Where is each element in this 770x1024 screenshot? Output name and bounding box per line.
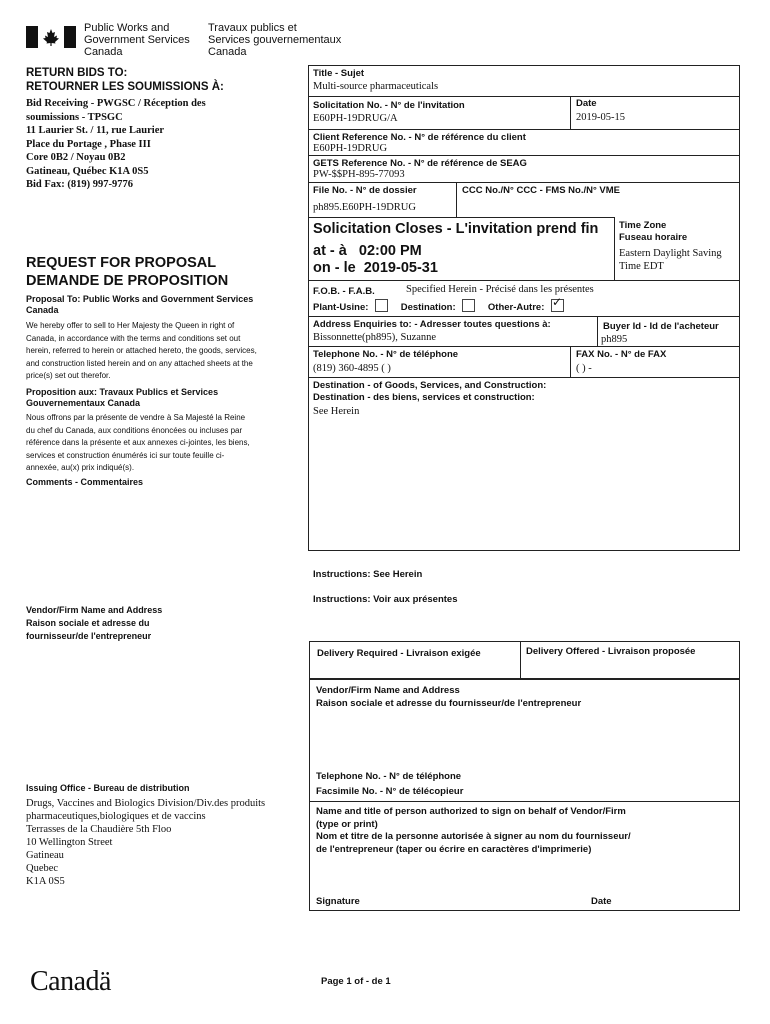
canada-flag-icon: [26, 26, 76, 48]
destination-label: Destination:: [400, 302, 456, 313]
rfp-title-fr: DEMANDE DE PROPOSITION: [26, 273, 229, 289]
vendor-box-line2: Raison sociale et adresse du fournisseur/de l'entrepreneur: [316, 698, 582, 709]
row-divider: [308, 346, 740, 347]
buyer-id-value: ph895: [601, 334, 628, 345]
vendor-left-line: Vendor/Firm Name and Address: [26, 605, 163, 615]
return-bids-title: [26, 66, 224, 94]
fob-label: F.O.B. - F.A.B.: [313, 286, 375, 297]
at-value: 02:00 PM: [358, 243, 422, 259]
proposition-label: Proposition aux: Travaux Publics et Services Gouvernementaux Canada: [26, 387, 219, 408]
closes-at: [313, 243, 422, 259]
issuing-office-address: [26, 797, 265, 888]
signature-label: Signature: [316, 896, 360, 907]
col-divider: [597, 316, 598, 346]
row-divider: [308, 155, 740, 156]
solicitation-label: Solicitation No. - N° de l'invitation: [313, 100, 465, 111]
other-label: Other-Autre:: [487, 302, 545, 313]
return-bids-line: Bid Fax: (819) 997-9776: [26, 179, 134, 190]
client-ref-label: Client Reference No. - N° de référence du client: [313, 132, 526, 143]
destination-goods-label-fr: Destination - des biens, services et construction:: [313, 392, 535, 403]
authorized-signer-line: Name and title of person authorized to sign on behalf of Vendor/Firm: [316, 806, 626, 817]
tz-label-en: Time Zone: [619, 220, 667, 231]
plant-checkbox[interactable]: [375, 299, 388, 312]
vendor-left-line: fournisseur/de l'entrepreneur: [26, 631, 152, 641]
closes-title: Solicitation Closes - L'invitation prend fin: [313, 221, 599, 237]
dept-name-fr-3: Canada: [208, 46, 247, 58]
return-bids-line: Bid Receiving - PWGSC / Réception des: [26, 98, 206, 109]
issuing-office-line: Quebec: [26, 863, 59, 874]
vendor-fax-label: Facsimile No. - N° de télécopieur: [316, 786, 464, 797]
authorized-signer-line: de l'entrepreneur (taper ou écrire en caractères d'imprimerie): [316, 843, 592, 855]
issuing-office-line: Terrasses de la Chaudière 5th Floo: [26, 824, 172, 835]
authorized-signer-label: [316, 806, 631, 856]
col-divider: [570, 346, 571, 377]
fob-value: Specified Herein - Précisé dans les présentes: [406, 284, 594, 295]
rfp-title: [26, 254, 228, 290]
fob-options: [313, 295, 564, 313]
dept-name-fr-2: Services gouvernementaux: [208, 34, 342, 46]
vendor-left-label: [26, 604, 162, 643]
vendor-telephone-label: Telephone No. - N° de téléphone: [316, 771, 462, 782]
row-divider: [308, 96, 740, 97]
return-bids-line: Place du Portage , Phase III: [26, 138, 151, 150]
on-value: 2019-05-31: [363, 260, 438, 276]
at-label: at - à: [313, 243, 347, 259]
tz-value-1: Eastern Daylight Saving: [619, 248, 722, 259]
telephone-value: (819) 360-4895 ( ): [313, 363, 391, 374]
issuing-office-line: Drugs, Vaccines and Biologics Division/Div.des produits: [26, 798, 266, 809]
col-divider: [456, 182, 457, 217]
canada-wordmark: Canadä: [30, 966, 111, 997]
dept-name-en-1: Public Works and: [84, 22, 170, 34]
file-value: ph895.E60PH-19DRUG: [313, 202, 416, 213]
issuing-office-line: K1A 0S5: [26, 876, 65, 887]
gets-label: GETS Reference No. - N° de référence de SEAG: [313, 158, 527, 169]
fax-label: FAX No. - N° de FAX: [576, 349, 667, 360]
gets-value: PW-$$PH-895-77093: [313, 169, 405, 180]
on-label: on - le: [313, 260, 356, 276]
return-bids-line: Gatineau, Québec K1A 0S5: [26, 165, 149, 177]
destination-goods-value: See Herein: [313, 406, 360, 417]
row-divider: [309, 801, 740, 802]
row-divider: [308, 217, 614, 218]
title-label: Title - Sujet: [313, 68, 365, 79]
instructions-fr: Instructions: Voir aux présentes: [313, 594, 458, 605]
issuing-office-line: 10 Wellington Street: [26, 837, 113, 848]
row-divider: [308, 182, 740, 183]
date-label: Date: [576, 98, 597, 109]
title-value: Multi-source pharmaceuticals: [313, 81, 439, 92]
row-divider: [308, 377, 740, 378]
buyer-id-label: Buyer Id - Id de l'acheteur: [603, 321, 719, 332]
tz-value-2: Time EDT: [619, 261, 664, 272]
plant-label: Plant-Usine:: [313, 302, 369, 313]
client-ref-value: E60PH-19DRUG: [313, 143, 388, 154]
row-divider: [308, 316, 740, 317]
dept-name-fr-1: Travaux publics et: [208, 22, 297, 34]
delivery-offered-label: Delivery Offered - Livraison proposée: [526, 646, 696, 657]
vendor-left-line: Raison sociale et adresse du: [26, 618, 150, 628]
comments-label: Comments - Commentaires: [26, 477, 144, 487]
delivery-required-label: Delivery Required - Livraison exigée: [317, 648, 481, 659]
return-bids-address: [26, 97, 206, 192]
issuing-office-line: pharmaceutiques,biologiques et de vaccins: [26, 811, 206, 822]
row-divider: [308, 129, 740, 130]
address-enquiries-value: Bissonnette(ph895), Suzanne: [313, 332, 437, 343]
row-divider: [308, 280, 740, 281]
page-number: Page 1 of - de 1: [321, 976, 391, 987]
instructions-en: Instructions: See Herein: [313, 569, 423, 580]
rfp-title-en: REQUEST FOR PROPOSAL: [26, 255, 217, 271]
date-value: 2019-05-15: [576, 112, 625, 123]
issuing-office-line: Gatineau: [26, 850, 64, 861]
proposal-to-label: Proposal To: Public Works and Government Services Canada: [26, 294, 254, 315]
tz-label-fr: Fuseau horaire: [619, 232, 688, 243]
col-divider: [570, 96, 571, 129]
other-checkbox[interactable]: [551, 295, 564, 312]
fax-value: ( ) -: [576, 363, 592, 374]
file-label: File No. - N° de dossier: [313, 185, 417, 196]
signature-date-label: Date: [591, 896, 612, 907]
authorized-signer-line: Nom et titre de la personne autorisée à signer au nom du fournisseur/: [316, 831, 631, 842]
solicitation-value: E60PH-19DRUG/A: [313, 113, 398, 124]
return-bids-line: soumissions - TPSGC: [26, 111, 123, 123]
issuing-office-label: Issuing Office - Bureau de distribution: [26, 783, 190, 793]
telephone-label: Telephone No. - N° de téléphone: [313, 349, 459, 360]
dept-name-en-2: Government Services: [84, 34, 190, 46]
proposal-to-text: We hereby offer to sell to Her Majesty the Queen in right of Canada, in accordance with the terms and conditions set out herein, referred to herein or attached hereto, the goods, services, and construction listed herein and on any attached sheets at the price(s) set out therefor.: [26, 321, 257, 380]
destination-goods-label-en: Destination - of Goods, Services, and Construction:: [313, 380, 547, 391]
return-bids-line: 11 Laurier St. / 11, rue Laurier: [26, 125, 165, 136]
vendor-box-line1: Vendor/Firm Name and Address: [316, 685, 460, 696]
dept-name-en-3: Canada: [84, 46, 123, 58]
authorized-signer-line: (type or print): [316, 818, 378, 830]
return-bids-title-en: RETURN BIDS TO:: [26, 67, 128, 79]
address-enquiries-label: Address Enquiries to: - Adresser toutes questions à:: [313, 319, 551, 330]
return-bids-line: Core 0B2 / Noyau 0B2: [26, 152, 126, 163]
closes-on: [313, 260, 438, 276]
destination-checkbox[interactable]: [462, 299, 475, 312]
col-divider: [614, 217, 615, 280]
checkmark-icon: ✓: [552, 295, 563, 309]
ccc-label: CCC No./N° CCC - FMS No./N° VME: [462, 185, 621, 196]
proposition-text: Nous offrons par la présente de vendre à Sa Majesté la Reine du chef du Canada, aux conditions énoncées ou incluses par référence dans la présente et aux annexes ci-jointes, les biens, services et construction énumérés ici sur toute feuille ci-annexée, au(x) prix indiqué(s).: [26, 413, 250, 472]
return-bids-title-fr: RETOURNER LES SOUMISSIONS À:: [26, 81, 224, 93]
col-divider: [520, 641, 521, 679]
